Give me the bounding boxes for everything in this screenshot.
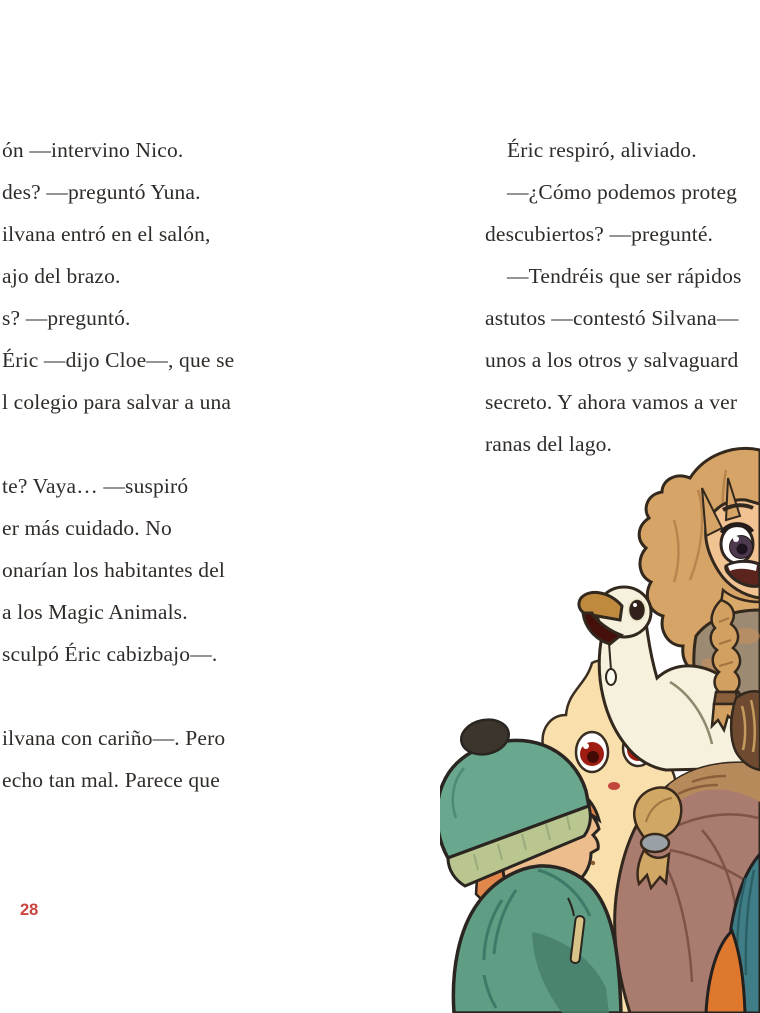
text-line: echo tan mal. Parece que [2, 768, 220, 792]
chick-mouth [608, 782, 620, 790]
text-line: astutos —contestó Silvana— [485, 306, 739, 330]
text-line: —¿Cómo podemos proteg [507, 180, 738, 204]
text-line: des? —preguntó Yuna. [2, 180, 201, 204]
text-line: descubiertos? —pregunté. [485, 222, 714, 246]
text-line: te? Vaya… —suspiró [2, 474, 189, 498]
text-line: secreto. Y ahora vamos a ver [485, 390, 738, 414]
text-line: Éric —dijo Cloe—, que se [2, 348, 235, 372]
text-line: ilvana con cariño—. Pero [2, 726, 226, 750]
text-line: ilvana entró en el salón, [2, 222, 211, 246]
girl-eye [721, 525, 753, 563]
goose-eye [627, 598, 647, 622]
text-line: unos a los otros y salvaguard [485, 348, 739, 372]
text-line: er más cuidado. No [2, 516, 172, 540]
text-line: ón —intervino Nico. [2, 138, 184, 162]
boy-freckle [591, 861, 595, 865]
page-number: 28 [20, 901, 39, 919]
text-line: l colegio para salvar a una [2, 390, 232, 414]
text-line: Éric respiró, aliviado. [507, 138, 697, 162]
text-line: a los Magic Animals. [2, 600, 188, 624]
text-line: onarían los habitantes del [2, 558, 226, 582]
text-line: sculpó Éric cabizbajo—. [2, 642, 218, 666]
text-line: ajo del brazo. [2, 264, 121, 288]
text-line: —Tendréis que ser rápidos [507, 264, 742, 288]
text-line: ranas del lago. [485, 432, 613, 456]
illustration [440, 430, 760, 1013]
text-line: s? —preguntó. [2, 306, 131, 330]
tail-ring [641, 834, 669, 852]
